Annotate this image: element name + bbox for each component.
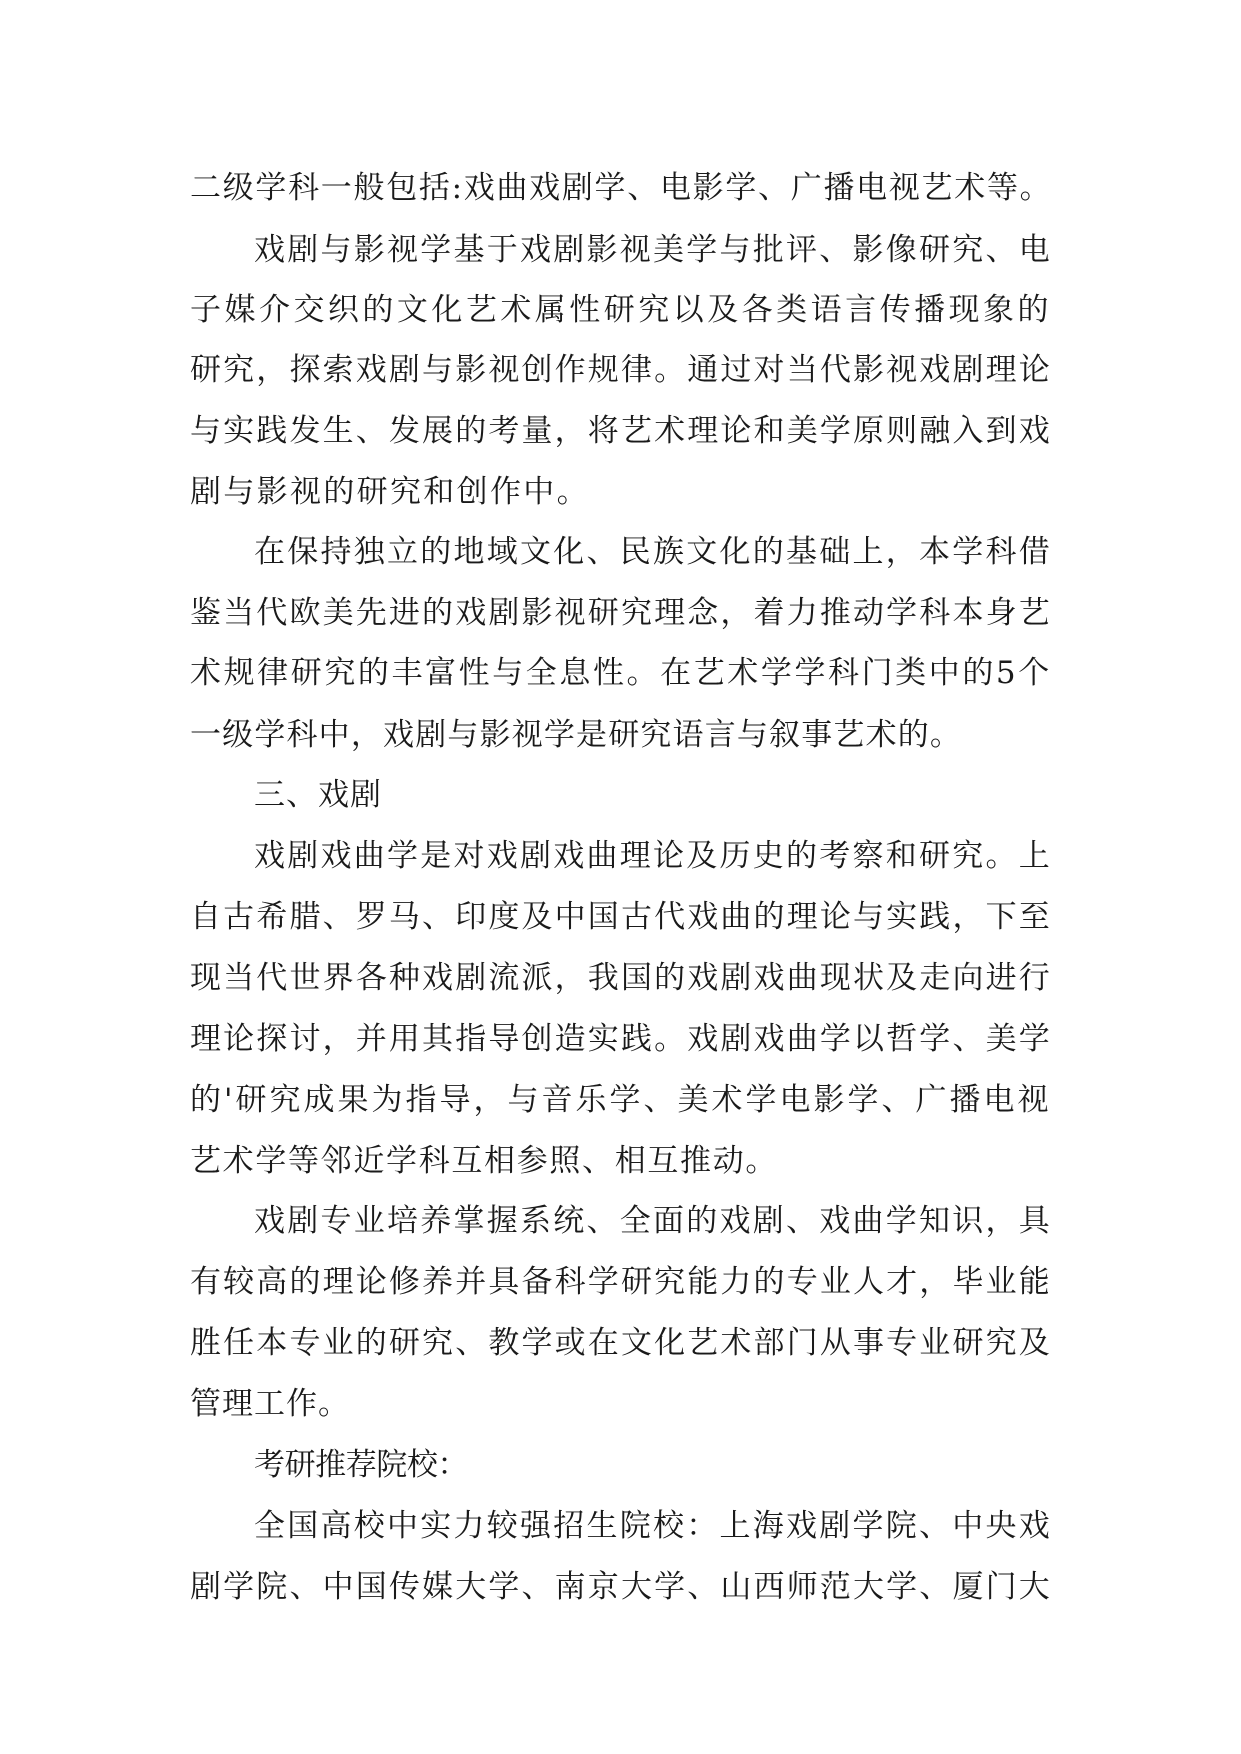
text-line: 剧与影视的研究和创作中。	[190, 474, 590, 510]
text-line: 在保持独立的地域文化、民族文化的基础上，本学科借	[254, 534, 1052, 570]
text-line: 管理工作。	[190, 1386, 350, 1422]
text-line: 胜任本专业的研究、教学或在文化艺术部门从事专业研究及	[190, 1325, 1052, 1361]
section-heading: 三、戏剧	[254, 777, 382, 813]
text-line: 考研推荐院校：	[254, 1447, 468, 1483]
text-line: 术规律研究的丰富性与全息性。在艺术学学科门类中的5个	[190, 655, 1052, 691]
text-line: 全国高校中实力较强招生院校：上海戏剧学院、中央戏	[254, 1508, 1052, 1544]
text-line: 戏剧戏曲学是对戏剧戏曲理论及历史的考察和研究。上	[254, 838, 1052, 874]
text-line: 二级学科一般包括:戏曲戏剧学、电影学、广播电视艺术等。	[190, 170, 1053, 206]
text-line: 理论探讨，并用其指导创造实践。戏剧戏曲学以哲学、美学	[190, 1021, 1052, 1057]
text-line: 研究，探索戏剧与影视创作规律。通过对当代影视戏剧理论	[190, 352, 1052, 388]
text-line: 自古希腊、罗马、印度及中国古代戏曲的理论与实践，下至	[190, 899, 1052, 935]
text-line: 现当代世界各种戏剧流派，我国的戏剧戏曲现状及走向进行	[190, 960, 1052, 996]
text-line: 的'研究成果为指导，与音乐学、美术学电影学、广播电视	[190, 1082, 1052, 1118]
text-line: 戏剧专业培养掌握系统、全面的戏剧、戏曲学知识，具	[254, 1203, 1052, 1239]
text-line: 一级学科中，戏剧与影视学是研究语言与叙事艺术的。	[190, 717, 963, 753]
text-line: 与实践发生、发展的考量，将艺术理论和美学原则融入到戏	[190, 413, 1052, 449]
text-line: 鉴当代欧美先进的戏剧影视研究理念，着力推动学科本身艺	[190, 595, 1052, 631]
text-line: 子媒介交织的文化艺术属性研究以及各类语言传播现象的	[190, 292, 1052, 328]
text-line: 戏剧与影视学基于戏剧影视美学与批评、影像研究、电	[254, 232, 1052, 268]
text-line: 有较高的理论修养并具备科学研究能力的专业人才，毕业能	[190, 1264, 1052, 1300]
text-line: 艺术学等邻近学科互相参照、相互推动。	[190, 1143, 779, 1179]
text-line: 剧学院、中国传媒大学、南京大学、山西师范大学、厦门大	[190, 1569, 1052, 1605]
